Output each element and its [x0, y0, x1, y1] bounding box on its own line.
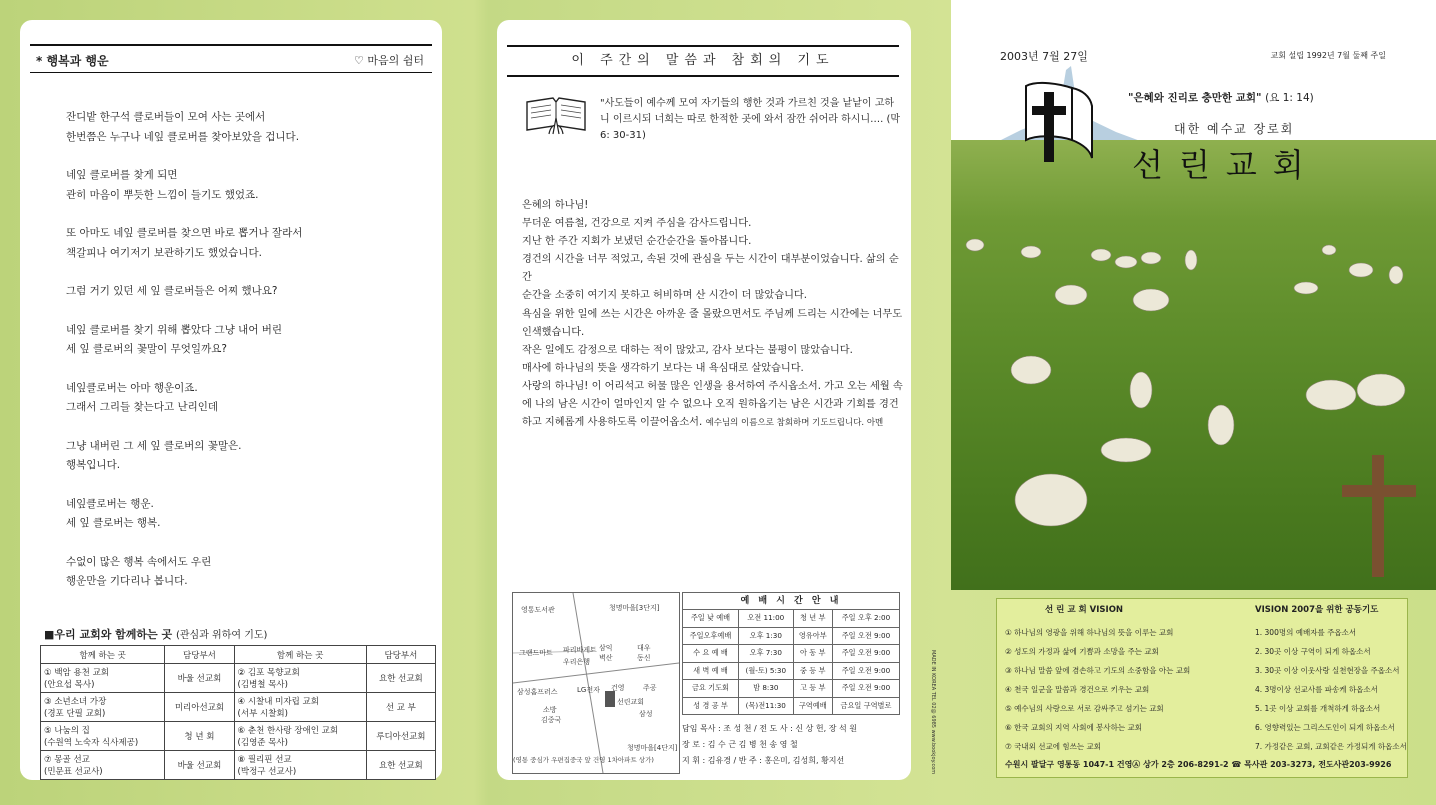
table-row: [41, 751, 436, 780]
schedule-row: [683, 697, 900, 715]
vision-item: 5. 1곳 이상 교회를 개척하게 하옵소서: [1255, 704, 1381, 713]
map-label: 동신: [637, 654, 651, 662]
map-label: 그랜드마트: [519, 649, 553, 657]
happiness-title: * 행복과 행운: [36, 54, 109, 68]
together-note: (관심과 위하여 기도): [176, 630, 268, 641]
vision-item: ④ 천국 일군을 말씀과 경건으로 키우는 교회: [1005, 685, 1150, 694]
map-label: 영통도서관: [521, 606, 555, 614]
schedule-table: [682, 609, 900, 715]
schedule-row: [683, 610, 900, 628]
map-label: 삼성홈프러스: [517, 688, 558, 696]
poem-line: 관히 마음이 뿌듯한 느낌이 들기도 했었죠.: [66, 188, 259, 201]
vision-item: 4. 3명이상 선교사를 파송케 하옵소서: [1255, 685, 1378, 694]
schedule-cell: 고 등 부: [793, 680, 832, 698]
poem-line: 세 잎 클로버의 꽃말이 무엇일까요?: [66, 343, 227, 355]
schedule-cell: (목)전11:30: [738, 697, 793, 715]
happiness-header: [30, 44, 432, 73]
partner-table: [40, 645, 436, 780]
table-row: [41, 664, 436, 693]
church-address: 수원시 팔달구 영통동 1047-1 건영Ⓐ 상가 2층 206-8291-2 ☎ 목사관 203-3273, 전도사관203-9926: [1005, 760, 1392, 769]
repentance-prayer: [522, 197, 904, 432]
schedule-cell: 아 동 부: [793, 645, 832, 663]
map-label: 건영: [611, 684, 625, 692]
table-cell: ⑤ 나눔의 집 (수원역 노숙자 식사제공): [41, 722, 165, 751]
poem-stanza: [66, 224, 426, 263]
map-label: 삼성: [639, 710, 653, 718]
worship-schedule: [682, 592, 900, 715]
church-location-map: [512, 592, 680, 774]
schedule-cell: 중 등 부: [793, 662, 832, 680]
poem-line: 세 잎 클로버는 행복.: [66, 517, 161, 529]
prayer-line: 순간을 소중히 여기지 못하고 허비하며 산 시간이 더 많았습니다.: [522, 290, 808, 302]
church-name: 선린교회: [1132, 146, 1320, 184]
schedule-row: [683, 680, 900, 698]
schedule-cell: 주일 오전 9:00: [832, 645, 899, 663]
schedule-cell: 영유아부: [793, 627, 832, 645]
schedule-cell: 주일 낮 예배: [683, 610, 739, 628]
vision-item: ⑦ 국내외 선교에 힘쓰는 교회: [1005, 742, 1101, 751]
poem-line: 네잎클로버는 행운.: [66, 497, 154, 510]
table-cell: ④ 시찰내 미자립 교회 (서부 시찰회): [234, 693, 366, 722]
poem-line: 잔디밭 한구석 클로버들이 모여 사는 곳에서: [66, 111, 266, 123]
map-caption: (영통 중심가 우편집중국 앞 건영 1차아파트 상가): [513, 756, 654, 764]
church-motto: [1128, 90, 1314, 105]
prayer-line: 지난 한 주간 지회가 보냈던 순간순간을 돌아봅니다.: [522, 236, 752, 248]
poem-stanza: [66, 321, 426, 360]
vision-box: [996, 598, 1408, 778]
poem-stanza: [66, 495, 426, 534]
schedule-cell: 주일오후예배: [683, 627, 739, 645]
poem-stanza: [66, 282, 426, 302]
schedule-cell: 주일 오전 9:00: [832, 662, 899, 680]
schedule-cell: 주일 오전 9:00: [832, 627, 899, 645]
staff-list: [682, 721, 902, 769]
poem-line: 그럼 거기 있던 세 잎 클로버들은 어찌 했나요?: [66, 285, 278, 297]
schedule-cell: 금요 기도회: [683, 680, 739, 698]
founded-date: 교회 설립 1992년 7월 둘째 주일: [1270, 51, 1386, 60]
church-logo-icon: [1020, 78, 1098, 166]
map-label: 주공: [643, 684, 657, 692]
schedule-row: [683, 627, 900, 645]
poem-line: 그래서 그리들 찾는다고 난리인데: [66, 401, 219, 413]
schedule-title: 예 배 시 간 안 내: [682, 592, 900, 609]
vision-item: 2. 30곳 이상 구역이 되게 하옵소서: [1255, 647, 1371, 656]
vision-item: ⑤ 예수님의 사랑으로 서로 감싸주고 섬기는 교회: [1005, 704, 1164, 713]
schedule-cell: (월-토) 5:30: [738, 662, 793, 680]
table-header: 함께 하는 곳: [234, 646, 366, 664]
poem-line: 네잎 클로버를 찾기 위해 뽑았다 그냥 내어 버린: [66, 323, 283, 336]
vision-item: 3. 30곳 이상 이웃사랑 실천현장을 주옵소서: [1255, 666, 1400, 675]
prayer-line: 은혜의 하나님!: [522, 200, 589, 211]
map-label: 청명마을[3단지]: [609, 604, 660, 612]
schedule-cell: 오후 7:30: [738, 645, 793, 663]
together-title-text: ■우리 교회와 함께하는 곳: [44, 628, 173, 641]
weekly-word-header: 이 주간의 말씀과 참회의 기도: [507, 45, 899, 77]
table-cell: ⑥ 춘천 한사랑 장애인 교회 (김영준 목사): [234, 722, 366, 751]
prayer-line: 사랑의 하나님! 이 어리석고 허물 많은 인생을 용서하여 주시옵소서. 가고 오는 세월 속에 나의 남은 시간이 얼마인지 알 수 없으나 오직 원하옵기는 남은 시간과 기회를 경건하고 지혜롭게 사용하도록 이끌어옵소서. 예수님의 이름으로 참회하며 기도드립니다. 아멘: [522, 380, 903, 429]
poem-line: 책갈피나 여기저기 보관하기도 했었습니다.: [66, 246, 262, 259]
schedule-cell: 성 경 공 부: [683, 697, 739, 715]
poem-line: 네잎클로버는 아마 행운이죠.: [66, 381, 198, 394]
vision-item: ② 성도의 가정과 삶에 기쁨과 소망을 주는 교회: [1005, 647, 1159, 656]
map-label: 벽산: [599, 654, 613, 662]
table-header: 함께 하는 곳: [41, 646, 165, 664]
table-header: 담당부서: [366, 646, 435, 664]
vision-left-list: [1005, 623, 1190, 756]
table-cell: 요한 선교회: [366, 664, 435, 693]
poem-stanza: [66, 437, 426, 476]
heart-rest-label: ♡ 마음의 쉼터: [354, 54, 424, 67]
poem-line: 수없이 많은 행복 속에서도 우린: [66, 555, 212, 568]
vision-item: ⑥ 한국 교회의 지역 사회에 봉사하는 교회: [1005, 723, 1142, 732]
table-cell: 청 년 회: [165, 722, 234, 751]
map-label: 대우: [637, 644, 651, 652]
table-cell: ② 김포 목향교회 (김병철 목사): [234, 664, 366, 693]
table-cell: ③ 소년소녀 가장 (경포 단필 교회): [41, 693, 165, 722]
map-label: 청명마을[4단지]: [627, 744, 678, 752]
table-cell: 선 교 부: [366, 693, 435, 722]
map-label: LG전자: [577, 686, 600, 694]
table-header: 담당부서: [165, 646, 234, 664]
poem-stanza: [66, 166, 426, 205]
map-label: 선린교회: [617, 698, 645, 706]
schedule-row: [683, 662, 900, 680]
map-label: 우리은행: [563, 658, 591, 666]
poem-line: 행복입니다.: [66, 459, 121, 471]
schedule-cell: 주일 오후 2:00: [832, 610, 899, 628]
prayer-line: 욕심을 위한 일에 쓰는 시간은 아까운 줄 몰랐으면서도 주님께 드리는 시간에는 너무도 인색했습니다.: [522, 308, 903, 338]
poem-stanza: [66, 379, 426, 418]
schedule-cell: 주일 오전 9:00: [832, 680, 899, 698]
table-row: [41, 693, 436, 722]
poem-line: 네잎 클로버를 찾게 되면: [66, 169, 178, 181]
vision-item: ③ 하나님 말씀 앞에 겸손하고 기도의 소중함을 아는 교회: [1005, 666, 1191, 675]
printer-mark: MADE IN KOREA TEL 02@ 6985 www.bookjoy.com: [930, 650, 936, 775]
clover-poem: [66, 108, 426, 611]
prayer-line: 경건의 시간을 너무 적었고, 속된 것에 관심을 두는 시간이 대부분이었습니다. 삶의 순간: [522, 254, 899, 284]
schedule-cell: 밤 8:30: [738, 680, 793, 698]
issue-date: 2003년 7월 27일: [1000, 50, 1088, 63]
table-cell: 바울 선교회: [165, 664, 234, 693]
schedule-cell: 청 년 부: [793, 610, 832, 628]
denomination: 대한 예수교 장로회: [1174, 122, 1295, 136]
schedule-cell: 구역예배: [793, 697, 832, 715]
vision-item: 1. 300명의 예배자를 주옵소서: [1255, 628, 1357, 637]
together-title: [44, 626, 267, 642]
prayer-line: 매사에 하나님의 뜻을 생각하기 보다는 내 욕심대로 살았습니다.: [522, 362, 804, 374]
vision-right-list: [1255, 623, 1407, 756]
motto-reference: (요 1: 14): [1265, 92, 1314, 104]
schedule-cell: 수 요 예 배: [683, 645, 739, 663]
table-cell: 바울 선교회: [165, 751, 234, 780]
schedule-row: [683, 645, 900, 663]
poem-stanza: [66, 108, 426, 147]
schedule-cell: 새 벽 예 배: [683, 662, 739, 680]
wooden-cross-icon: [1340, 455, 1418, 577]
table-cell: 요한 선교회: [366, 751, 435, 780]
poem-line: 그냥 내버린 그 세 잎 클로버의 꽃말은.: [66, 439, 242, 452]
prayer-line: 무더운 여름철, 건강으로 지켜 주심을 감사드립니다.: [522, 218, 752, 230]
vision-item: 7. 가정같은 교회, 교회같은 가정되게 하옵소서: [1255, 742, 1407, 751]
prayer-closing: 예수님의 이름으로 참회하며 기도드립니다. 아멘: [705, 418, 884, 429]
table-cell: ⑦ 몽골 선교 (민문표 선교사): [41, 751, 165, 780]
map-label: 파리바게트: [563, 646, 597, 654]
table-cell: 미리아선교회: [165, 693, 234, 722]
map-label: 김중국: [541, 716, 562, 724]
map-label: 삼익: [599, 644, 613, 652]
schedule-cell: 금요일 구역별로: [832, 697, 899, 715]
vision-right-title: VISION 2007을 위한 공동기도: [1255, 605, 1379, 615]
schedule-cell: 오후 1:30: [738, 627, 793, 645]
table-cell: ① 백암 용천 교회 (안요섭 목사): [41, 664, 165, 693]
map-label: 소방: [543, 706, 557, 714]
staff-line: 담임 목사 : 조 성 천 / 전 도 사 : 신 상 헌, 장 석 원: [682, 724, 857, 733]
bible-prayer-icon: [523, 94, 589, 136]
weekly-verse: "사도들이 예수께 모여 자기들의 행한 것과 가르친 것을 낱낱이 고하니 이르시되 너희는 따로 한적한 곳에 와서 잠깐 쉬어라 하시니…. (막 6: 30-31): [600, 98, 901, 141]
motto-text: "은혜와 진리로 충만한 교회": [1128, 92, 1262, 104]
poem-line: 한번쯤은 누구나 네잎 클로버를 찾아보았을 겁니다.: [66, 130, 300, 143]
vision-item: ① 하나님의 영광을 위해 하나님의 뜻을 이루는 교회: [1005, 628, 1174, 637]
staff-line: 장 로 : 김 수 근 김 병 천 송 영 철: [682, 740, 798, 749]
vision-left-title: 선 린 교 회 VISION: [1045, 605, 1124, 615]
vision-item: 6. 영향력있는 그리스도인이 되게 하옵소서: [1255, 723, 1395, 732]
table-cell: 루디아선교회: [366, 722, 435, 751]
schedule-cell: 오전 11:00: [738, 610, 793, 628]
table-cell: ⑧ 필리핀 선교 (박정구 선교사): [234, 751, 366, 780]
poem-stanza: [66, 553, 426, 592]
poem-line: 또 아마도 네잎 클로버를 찾으면 바로 뽑거나 잘라서: [66, 227, 303, 239]
poem-line: 행운만을 기다리나 봅니다.: [66, 575, 188, 587]
staff-line: 지 휘 : 김유경 / 반 주 : 홍은미, 김성희, 황지선: [682, 756, 845, 765]
table-row: [41, 722, 436, 751]
prayer-line: 작은 일에도 감정으로 대하는 적이 많았고, 감사 보다는 불평이 많았습니다.: [522, 344, 853, 356]
